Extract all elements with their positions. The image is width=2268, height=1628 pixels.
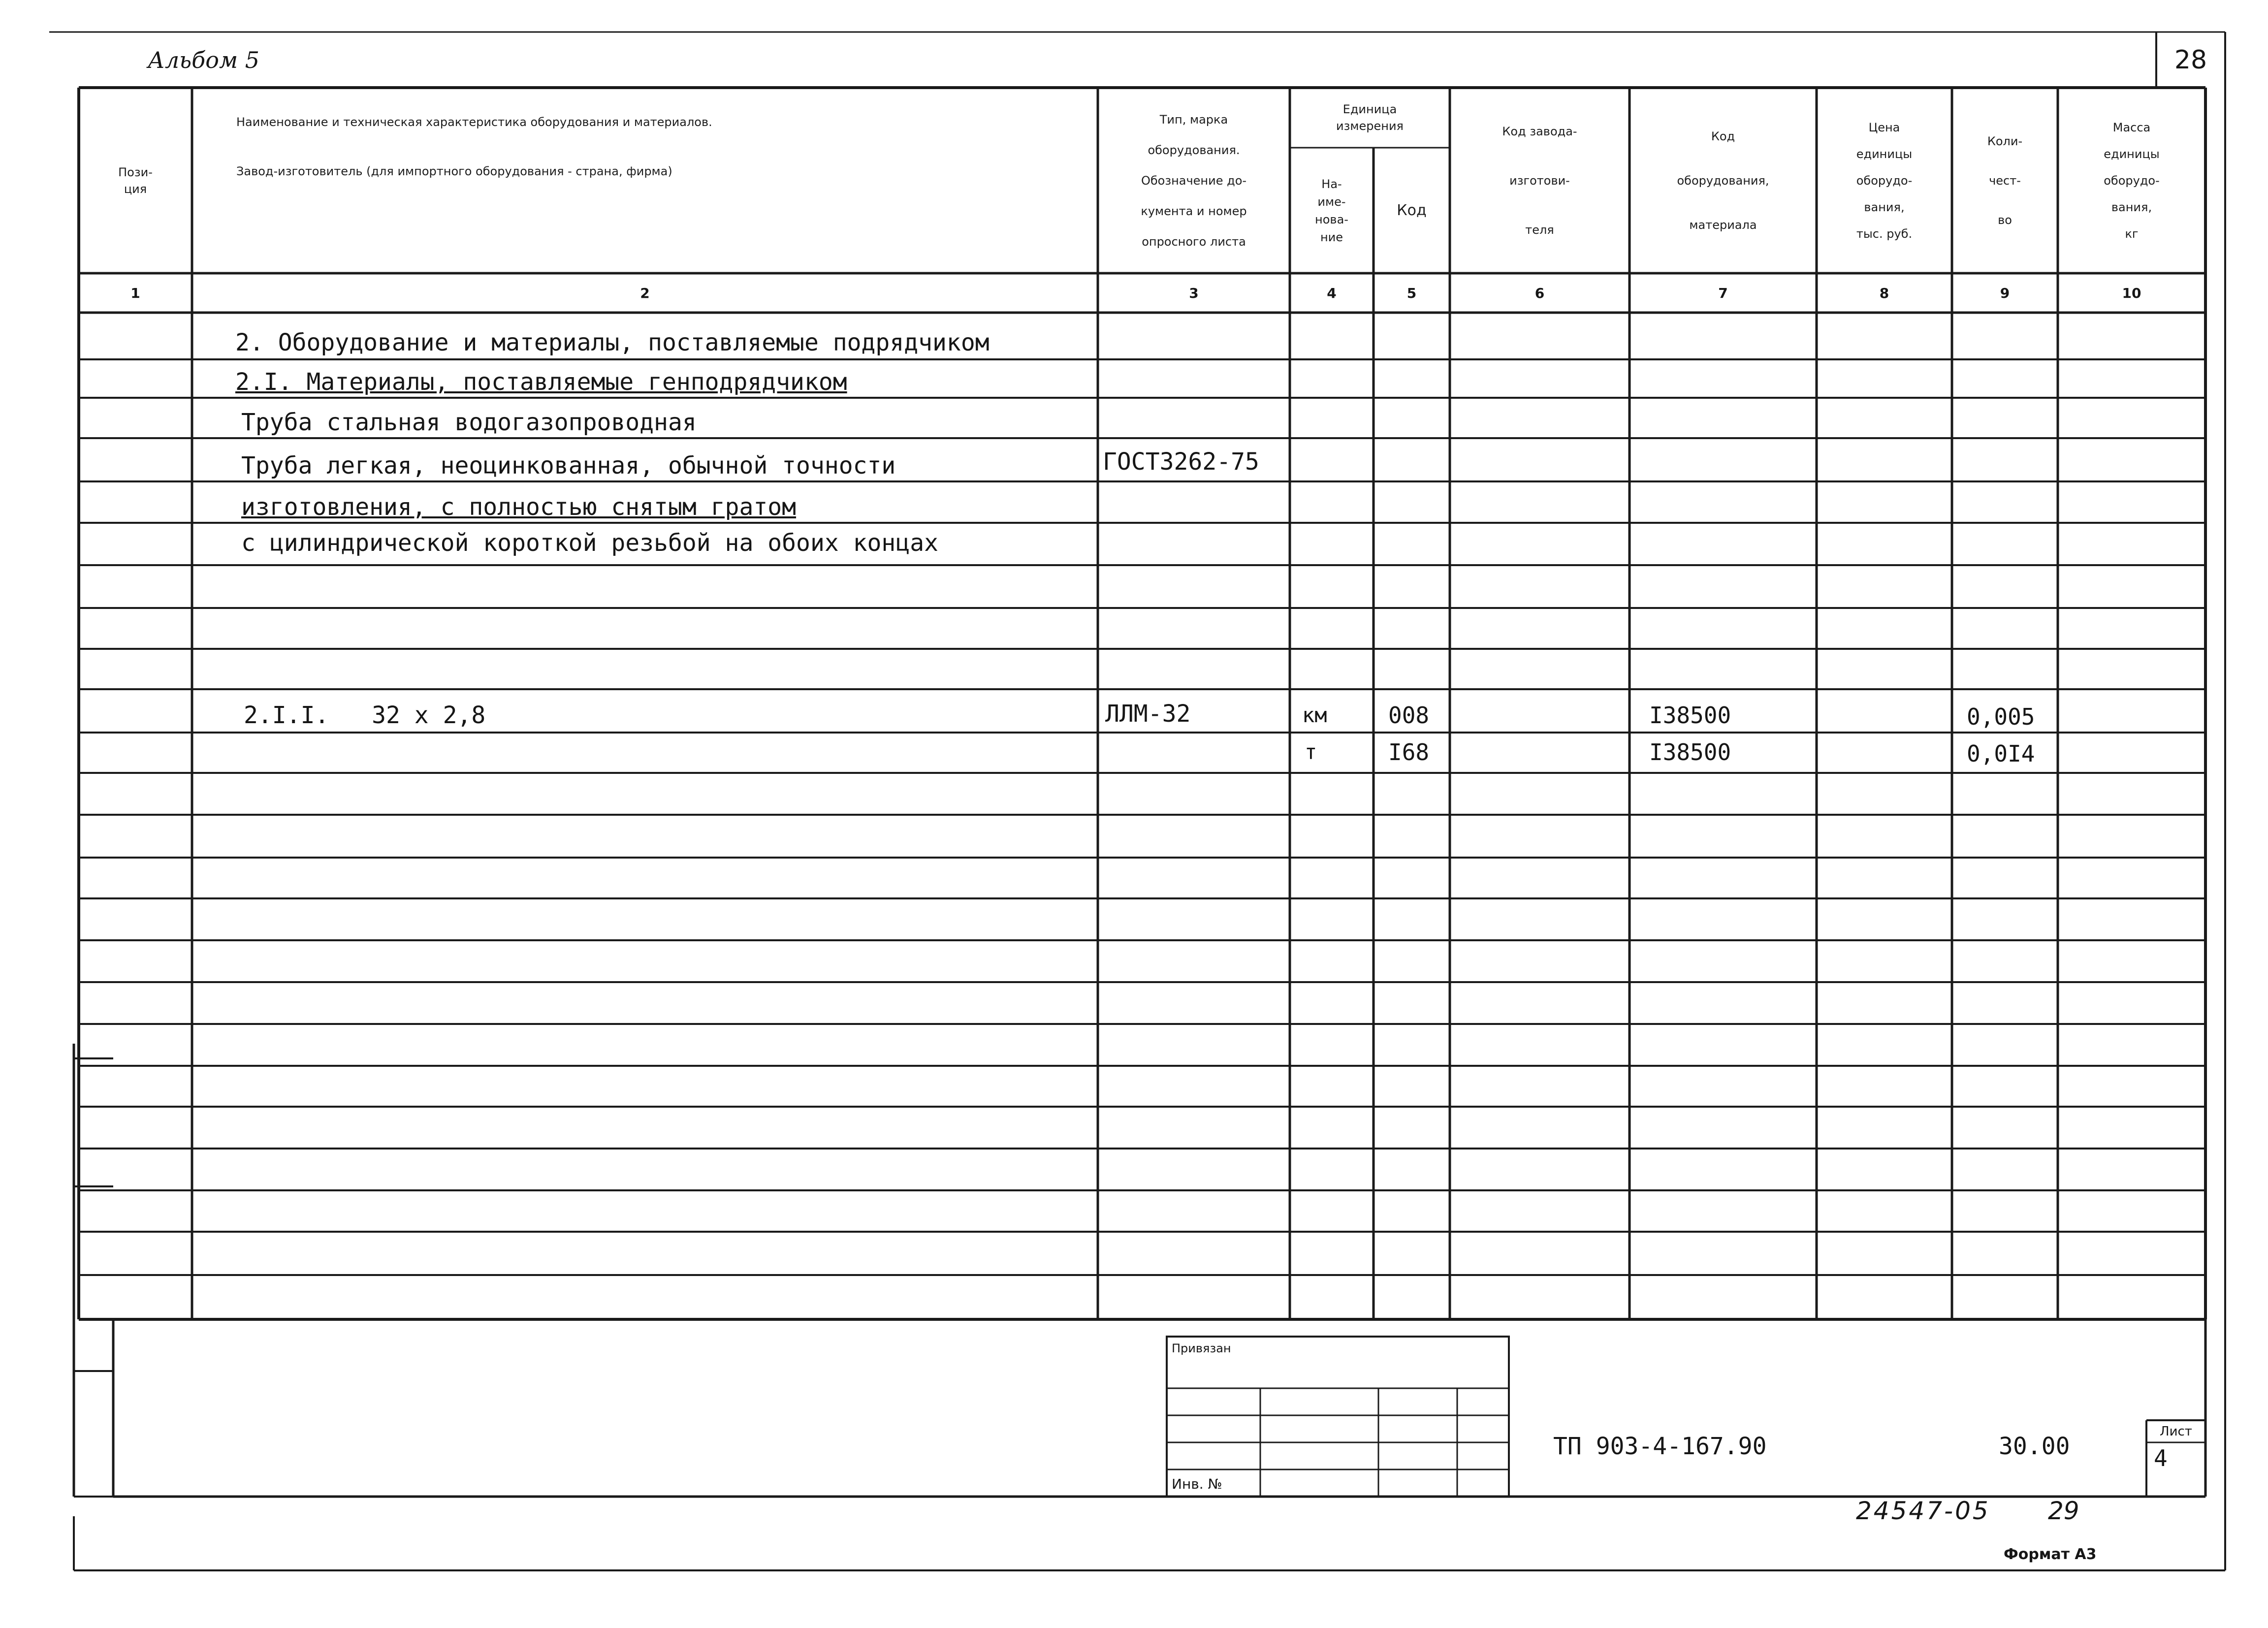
album-label: Альбом 5 [148, 47, 259, 73]
table-row-1-name: 2. Оборудование и материалы, поставляемые подрядчиком [235, 329, 990, 356]
column-header-unit-group: Единица измерения [1336, 102, 1404, 133]
document-code: ТП 903-4-167.90 [1553, 1433, 1767, 1460]
table-row-2-name: 2.I. Материалы, поставляемые генподрядчиком [235, 368, 847, 396]
table-row-6-name: с цилиндрической короткой резьбой на обоих концах [241, 529, 939, 557]
column-header-material-code: Код оборудования, материала [1677, 129, 1769, 232]
column-header-unit-name: На- име- нова- ние [1315, 177, 1348, 244]
column-number-6: 6 [1534, 285, 1545, 301]
table-row-8-unit-name: т [1305, 740, 1317, 764]
table-row-8-material-code: I38500 [1649, 739, 1731, 766]
table-row-4-name: Труба легкая, неоцинкованная, обычной точности [241, 452, 896, 479]
column-number-5: 5 [1406, 285, 1417, 301]
sheet-number: 4 [2154, 1445, 2168, 1471]
column-number-2: 2 [640, 285, 650, 301]
column-number-10: 10 [2122, 285, 2141, 301]
column-header-unit-code: Код [1397, 201, 1427, 219]
column-header-mass: Масса единицы оборудо- вания, кг [2104, 120, 2160, 241]
table-row-7-type: ЛЛМ-32 [1105, 700, 1191, 728]
table-row-7-material-code: I38500 [1649, 702, 1731, 729]
format-label: Формат А3 [2004, 1546, 2097, 1563]
table-row-7-unit-code: 008 [1388, 702, 1430, 729]
table-row-8-quantity: 0,0I4 [1967, 740, 2035, 767]
table-row-7-unit-name: км [1302, 703, 1327, 727]
sheet-label: Лист [2160, 1424, 2192, 1439]
column-number-1: 1 [130, 285, 140, 301]
column-number-9: 9 [2000, 285, 2010, 301]
section-number: 30.00 [1999, 1433, 2070, 1460]
table-row-8-unit-code: I68 [1388, 739, 1430, 766]
column-header-manufacturer-code: Код завода- изготови- теля [1502, 124, 1577, 237]
column-header-type: Тип, марка оборудования. Обозначение до- кумента и номер опросного листа [1141, 112, 1247, 249]
column-header-unit-price: Цена единицы оборудо- вания, тыс. руб. [1856, 120, 1913, 241]
archive-page: 29 [2048, 1497, 2079, 1525]
page-number: 28 [2174, 45, 2207, 75]
column-header-name: Наименование и техническая характеристика оборудования и материалов. Завод-изготовитель (для импортного оборудования - страна, фирма) [236, 115, 712, 178]
table-row-4-type: ГОСТ3262-75 [1103, 448, 1259, 476]
archive-number: 24547-05 [1856, 1497, 1990, 1525]
column-number-7: 7 [1718, 285, 1728, 301]
column-number-4: 4 [1327, 285, 1337, 301]
stamp-label: Привязан [1172, 1341, 1231, 1355]
table-row-5-name: изготовления, с полностью снятым гратом [241, 493, 797, 521]
table-row-7-quantity: 0,005 [1967, 703, 2035, 730]
column-number-3: 3 [1189, 285, 1199, 301]
column-header-quantity: Коли- чест- во [1987, 134, 2023, 227]
table-row-3-name: Труба стальная водогазопроводная [241, 409, 697, 436]
column-header-position: Пози- ция [118, 165, 153, 196]
table-row-7-name: 2.I.I. 32 х 2,8 [244, 702, 486, 729]
inventory-label: Инв. № [1172, 1476, 1222, 1492]
column-number-8: 8 [1879, 285, 1889, 301]
